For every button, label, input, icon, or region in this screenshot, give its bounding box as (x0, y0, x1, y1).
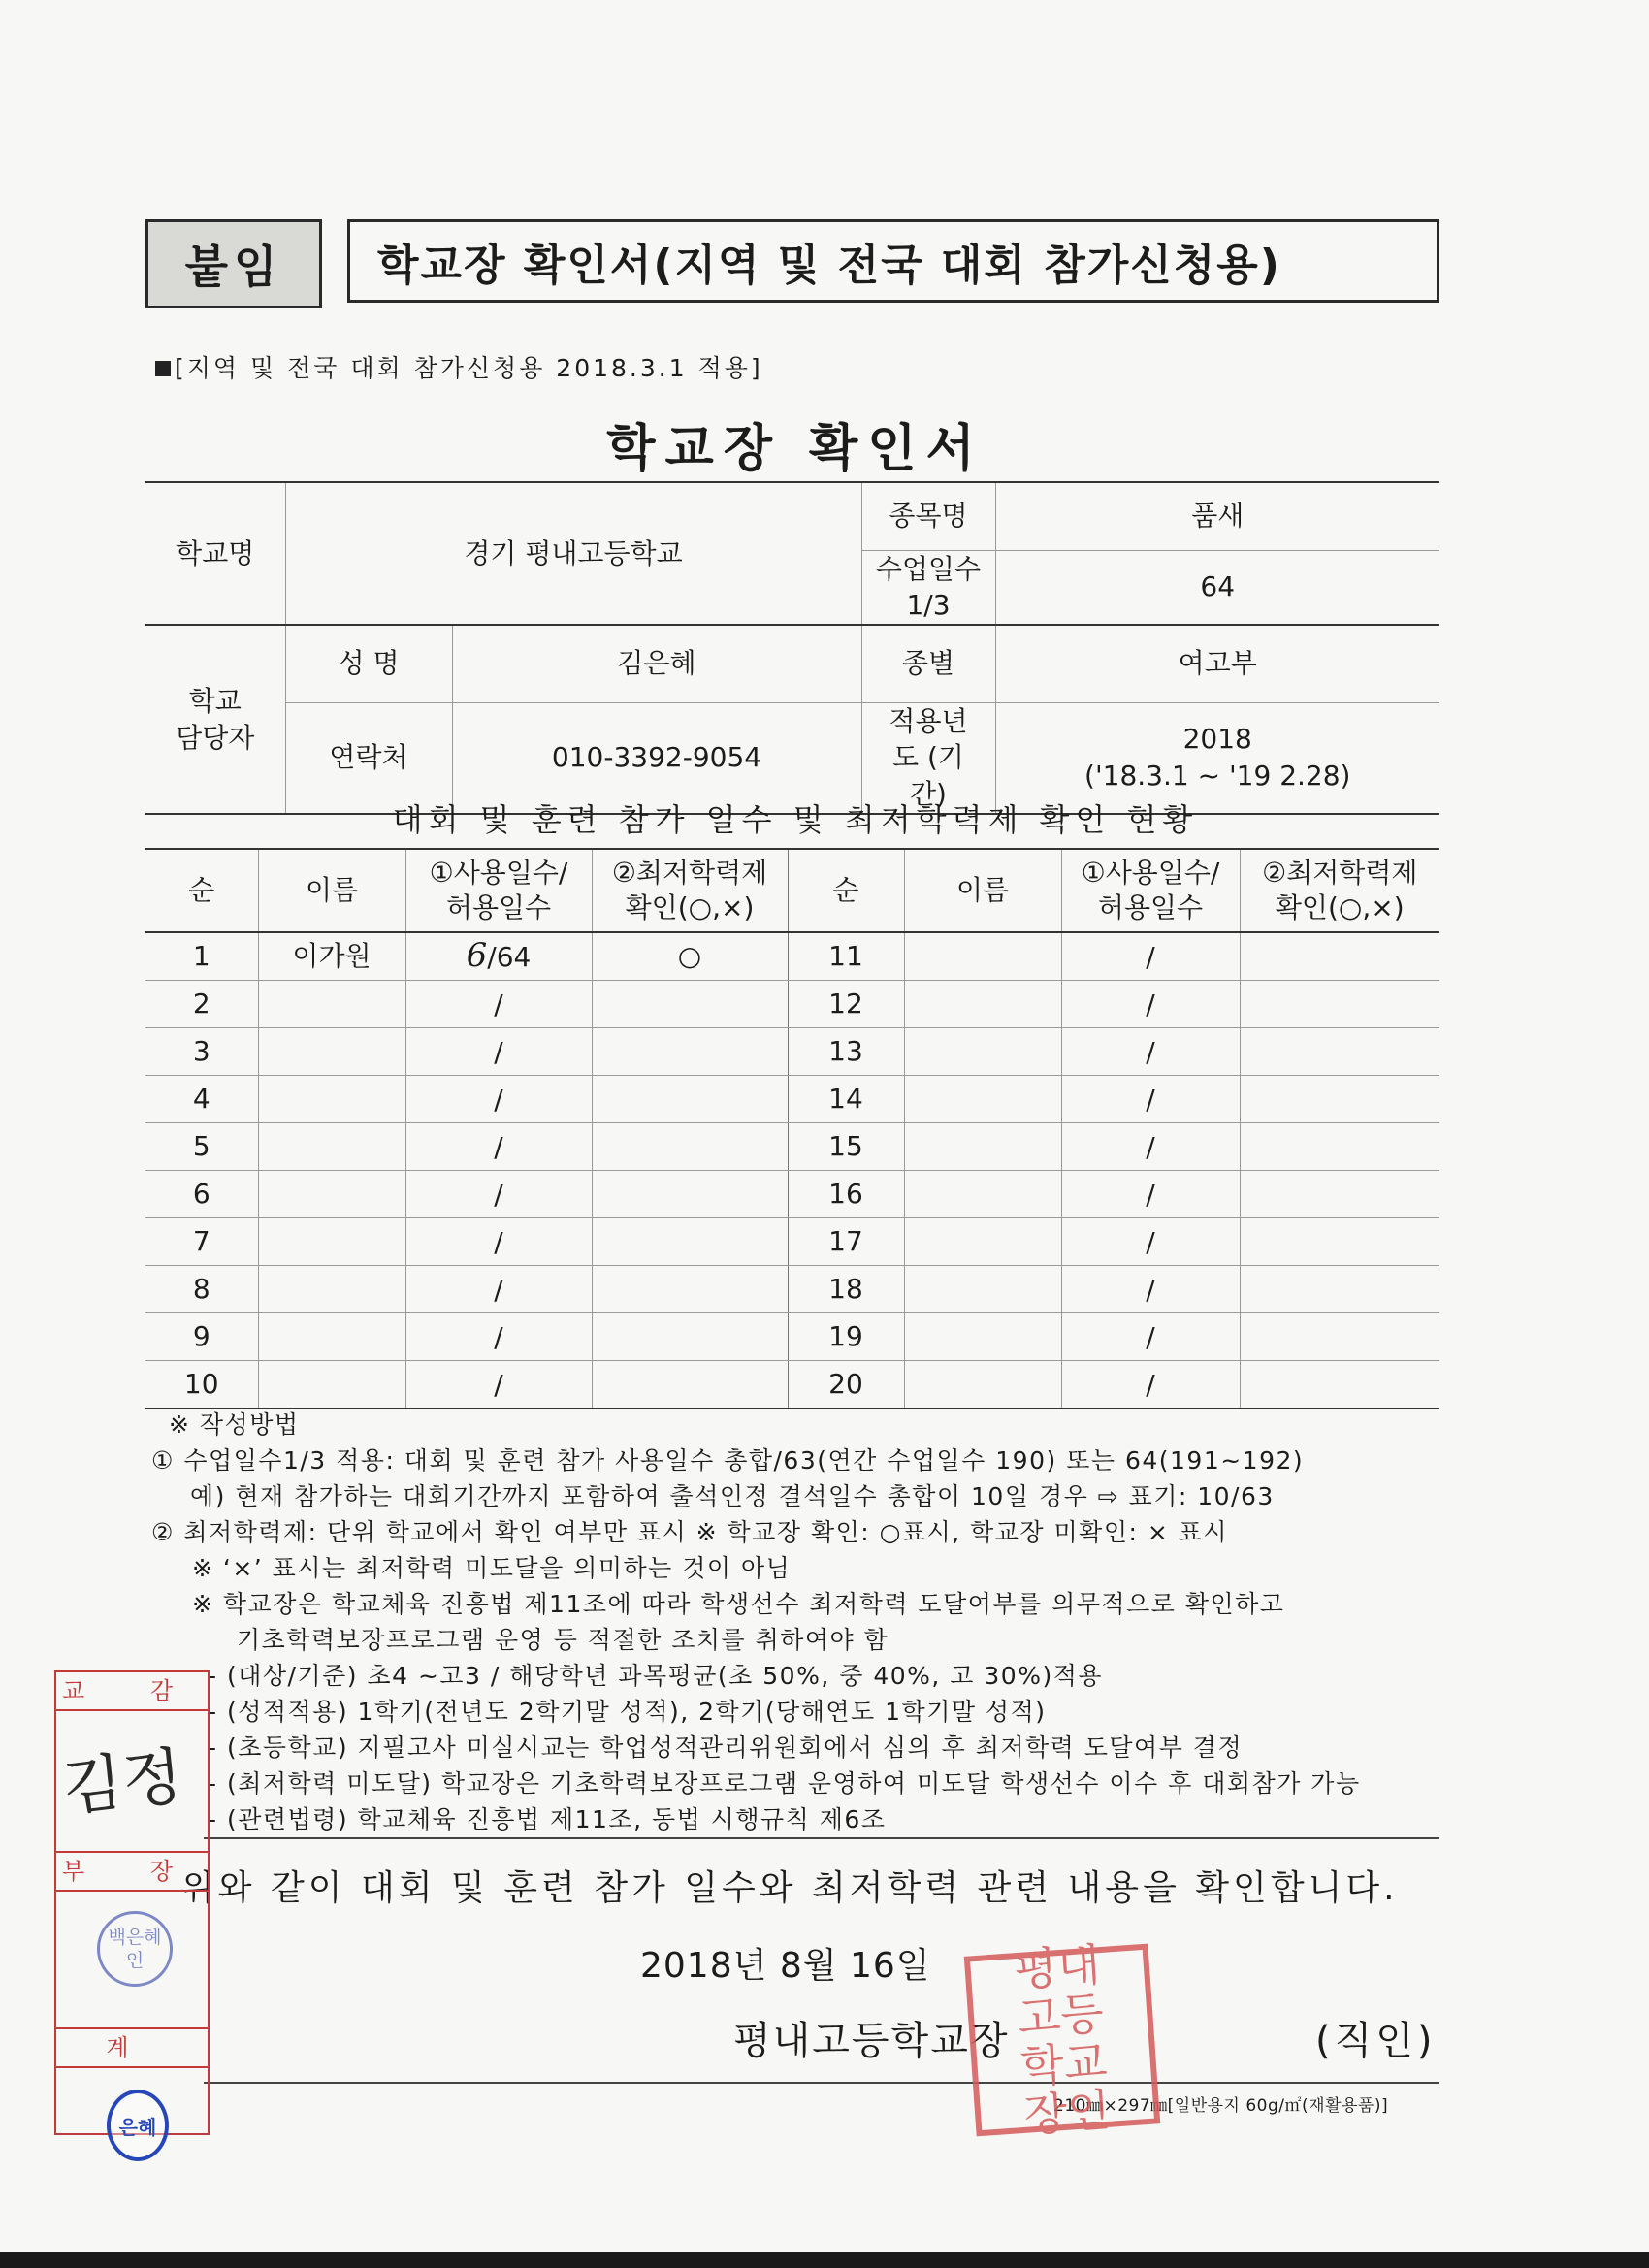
row-number: 17 (788, 1218, 904, 1266)
student-name (258, 1218, 405, 1266)
class-days-value: 64 (995, 550, 1439, 625)
student-name (258, 1123, 405, 1171)
days-cell (405, 1171, 592, 1218)
slash-separator: / (494, 1179, 503, 1212)
row-number: 15 (788, 1123, 904, 1171)
notice-line (155, 349, 763, 384)
row-number: 19 (788, 1313, 904, 1361)
seal-note: (직인) (1315, 2019, 1437, 2063)
method-line: - (대상/기준) 초4 ~고3 / 해당학년 과목평균(초 50%, 중 40%, 고 30%)적용 (208, 1662, 1103, 1690)
year-value: 2018 (1182, 723, 1252, 756)
min-academic-check (592, 1028, 788, 1076)
records-table (146, 848, 1439, 1409)
row-number: 3 (146, 1028, 258, 1076)
school-name: 경기 평내고등학교 (285, 482, 861, 625)
stamp-row-vice-principal: 교 감 (56, 1672, 208, 1711)
header-no: 순 (788, 849, 904, 932)
official-seal-stamp (964, 1938, 1161, 2142)
row-number: 14 (788, 1076, 904, 1123)
slash-separator: / (1146, 1274, 1155, 1307)
table-row (146, 1266, 1439, 1313)
paper-spec: 210㎜×297㎜[일반용지 60g/㎡(재활용품)] (1053, 2096, 1389, 2116)
days-cell (405, 1028, 592, 1076)
table-row (146, 1171, 1439, 1218)
student-name (258, 1313, 405, 1361)
header-title: 학교장 확인서(지역 및 전국 대회 참가신청용) (347, 219, 1439, 303)
min-academic-check (592, 1123, 788, 1171)
min-academic-check (592, 1266, 788, 1313)
method-heading: ※ 작성방법 (169, 1410, 300, 1439)
scan-edge (0, 2252, 1649, 2268)
days-cell (1061, 1123, 1240, 1171)
min-academic-check (1240, 1361, 1439, 1409)
divider (204, 1837, 1439, 1839)
approval-stamp-box (54, 1670, 210, 2139)
table-row (146, 932, 1439, 981)
name-label: 성 명 (285, 625, 452, 702)
min-academic-check (1240, 1076, 1439, 1123)
slash-separator: / (494, 1369, 503, 1402)
min-academic-check (1240, 1028, 1439, 1076)
days-cell (1061, 1171, 1240, 1218)
table-row (146, 1361, 1439, 1409)
student-name (258, 1361, 405, 1409)
method-line: 기초학력보장프로그램 운영 등 적절한 조치를 취하여야 함 (237, 1626, 889, 1654)
days-cell (1061, 1266, 1240, 1313)
event-label: 종목명 (861, 482, 995, 550)
used-days: 6 (466, 936, 488, 976)
student-name (904, 1123, 1061, 1171)
row-number: 2 (146, 981, 258, 1028)
slash-separator: / (1146, 1131, 1155, 1164)
manager-name: 김은혜 (452, 625, 861, 702)
slash-separator: / (494, 1131, 503, 1164)
min-academic-check (592, 1076, 788, 1123)
days-cell (1061, 1313, 1240, 1361)
row-number: 10 (146, 1361, 258, 1409)
slash-separator: / (494, 1036, 503, 1069)
days-cell (405, 932, 592, 981)
status-title: 대회 및 훈련 참가 일수 및 최저학력제 확인 현황 (392, 801, 1199, 838)
student-name (904, 1028, 1061, 1076)
divider (204, 2082, 1439, 2084)
notice-text: [지역 및 전국 대회 참가신청용 2018.3.1 적용] (175, 354, 763, 382)
category-value: 여고부 (995, 625, 1439, 702)
row-number: 6 (146, 1171, 258, 1218)
blue-name-stamp: 은혜 (107, 2090, 169, 2161)
records-header-row (146, 849, 1439, 932)
period-value: ('18.3.1 ~ '19 2.28) (1084, 760, 1351, 793)
days-cell (405, 1266, 592, 1313)
category-label: 종별 (861, 625, 995, 702)
min-academic-check (1240, 1266, 1439, 1313)
slash-separator: / (487, 941, 497, 974)
min-academic-check (592, 1171, 788, 1218)
student-name (258, 1266, 405, 1313)
stamp-row-staff: 계 (56, 2027, 208, 2068)
min-academic-check (592, 1218, 788, 1266)
row-number: 7 (146, 1218, 258, 1266)
slash-separator: / (494, 1084, 503, 1117)
issue-date: 2018년 8월 16일 (640, 1946, 931, 1986)
days-cell (405, 1123, 592, 1171)
row-number: 8 (146, 1266, 258, 1313)
min-academic-check (592, 981, 788, 1028)
row-number: 20 (788, 1361, 904, 1409)
row-number: 5 (146, 1123, 258, 1171)
days-cell (1061, 981, 1240, 1028)
method-line: - (성적적용) 1학기(전년도 2학기말 성적), 2학기(당해연도 1학기말 성적) (208, 1698, 1047, 1726)
slash-separator: / (1146, 1036, 1155, 1069)
student-name (258, 981, 405, 1028)
slash-separator: / (1146, 1084, 1155, 1117)
school-name-label: 학교명 (146, 482, 285, 625)
student-name (258, 1076, 405, 1123)
table-row (146, 1076, 1439, 1123)
min-academic-check (1240, 1313, 1439, 1361)
student-name: 이가원 (258, 932, 405, 981)
row-number: 4 (146, 1076, 258, 1123)
student-name (904, 1361, 1061, 1409)
student-name (904, 1266, 1061, 1313)
header-days: ①사용일수/ 허용일수 (1061, 849, 1240, 932)
min-academic-check: ○ (592, 932, 788, 981)
days-cell (405, 1361, 592, 1409)
min-academic-check (1240, 932, 1439, 981)
days-cell (405, 1218, 592, 1266)
slash-separator: / (1146, 1321, 1155, 1354)
days-cell (405, 1313, 592, 1361)
method-line: - (초등학교) 지필고사 미실시교는 학업성적관리위원회에서 심의 후 최저학력 도달여부 결정 (208, 1733, 1244, 1762)
days-cell (1061, 1361, 1240, 1409)
slash-separator: / (494, 1274, 503, 1307)
stamp-row-department-head: 부 장 (56, 1851, 208, 1892)
header-name: 이름 (904, 849, 1061, 932)
writing-method (151, 1407, 1451, 1837)
event-value: 품새 (995, 482, 1439, 550)
round-name-stamp: 백은혜인 (97, 1911, 173, 1987)
header-check: ②최저학력제 확인(○,×) (592, 849, 788, 932)
slash-separator: / (1146, 941, 1155, 974)
min-academic-check (592, 1361, 788, 1409)
page-title: 학교장 확인서 (606, 420, 985, 478)
header-check: ②최저학력제 확인(○,×) (1240, 849, 1439, 932)
days-cell (1061, 1218, 1240, 1266)
min-academic-check (592, 1313, 788, 1361)
row-number: 16 (788, 1171, 904, 1218)
contact-value: 010-3392-9054 (452, 702, 861, 814)
class-days-label: 수업일수 1/3 (861, 550, 995, 625)
principal-name: 평내고등학교장 (733, 2019, 1010, 2063)
row-number: 18 (788, 1266, 904, 1313)
row-number: 11 (788, 932, 904, 981)
student-name (904, 932, 1061, 981)
official-seal-text: 평내고등학교장인 (1012, 1938, 1113, 2142)
attachment-label: 붙임 (146, 219, 322, 308)
student-name (904, 1076, 1061, 1123)
method-line: ② 최저학력제: 단위 학교에서 확인 여부만 표시 ※ 학교장 확인: ○표시, 학교장 미확인: × 표시 (151, 1518, 1229, 1546)
slash-separator: / (1146, 1226, 1155, 1259)
row-number: 9 (146, 1313, 258, 1361)
days-cell (1061, 932, 1240, 981)
school-info-table (146, 481, 1439, 815)
student-name (904, 981, 1061, 1028)
student-name (904, 1218, 1061, 1266)
method-line: ※ 학교장은 학교체육 진흥법 제11조에 따라 학생선수 최저학력 도달여부를 의무적으로 확인하고 (192, 1590, 1285, 1618)
header-days: ①사용일수/ 허용일수 (405, 849, 592, 932)
handwritten-signature: 김정 (59, 1740, 186, 1826)
row-number: 12 (788, 981, 904, 1028)
table-row (146, 1028, 1439, 1076)
slash-separator: / (1146, 1179, 1155, 1212)
table-row (146, 1123, 1439, 1171)
min-academic-check (1240, 1123, 1439, 1171)
square-bullet-icon (155, 361, 171, 376)
contact-label: 연락처 (285, 702, 452, 814)
student-name (258, 1171, 405, 1218)
method-line: ① 수업일수1/3 적용: 대회 및 훈련 참가 사용일수 총합/63(연간 수업일수 190) 또는 64(191~192) (151, 1446, 1305, 1474)
slash-separator: / (1146, 988, 1155, 1021)
slash-separator: / (494, 988, 503, 1021)
student-name (904, 1171, 1061, 1218)
days-cell (1061, 1028, 1240, 1076)
student-name (904, 1313, 1061, 1361)
allowed-days: 64 (496, 941, 532, 974)
days-cell (1061, 1076, 1240, 1123)
method-line: ※ ‘×’ 표시는 최저학력 미도달을 의미하는 것이 아님 (192, 1554, 792, 1582)
year-label: 적용년도 (기간) (861, 702, 995, 814)
table-row (146, 1313, 1439, 1361)
row-number: 13 (788, 1028, 904, 1076)
slash-separator: / (1146, 1369, 1155, 1402)
min-academic-check (1240, 1218, 1439, 1266)
table-row (146, 1218, 1439, 1266)
slash-separator: / (494, 1226, 503, 1259)
manager-label: 학교 담당자 (146, 625, 285, 814)
header-name: 이름 (258, 849, 405, 932)
table-row (146, 981, 1439, 1028)
row-number: 1 (146, 932, 258, 981)
method-line: - (최저학력 미도달) 학교장은 기초학력보장프로그램 운영하여 미도달 학생선수 이수 후 대회참가 가능 (208, 1769, 1361, 1798)
min-academic-check (1240, 1171, 1439, 1218)
header-no: 순 (146, 849, 258, 932)
slash-separator: / (494, 1321, 503, 1354)
min-academic-check (1240, 981, 1439, 1028)
method-line: 예) 현재 참가하는 대회기간까지 포함하여 출석인정 결석일수 총합이 10일 경우 ⇨ 표기: 10/63 (190, 1482, 1275, 1510)
method-line: - (관련법령) 학교체육 진흥법 제11조, 동법 시행규칙 제6조 (208, 1805, 887, 1833)
days-cell (405, 981, 592, 1028)
days-cell (405, 1076, 592, 1123)
student-name (258, 1028, 405, 1076)
confirm-statement: 위와 같이 대회 및 훈련 참가 일수와 최저학력 관련 내용을 확인합니다. (180, 1868, 1399, 1908)
